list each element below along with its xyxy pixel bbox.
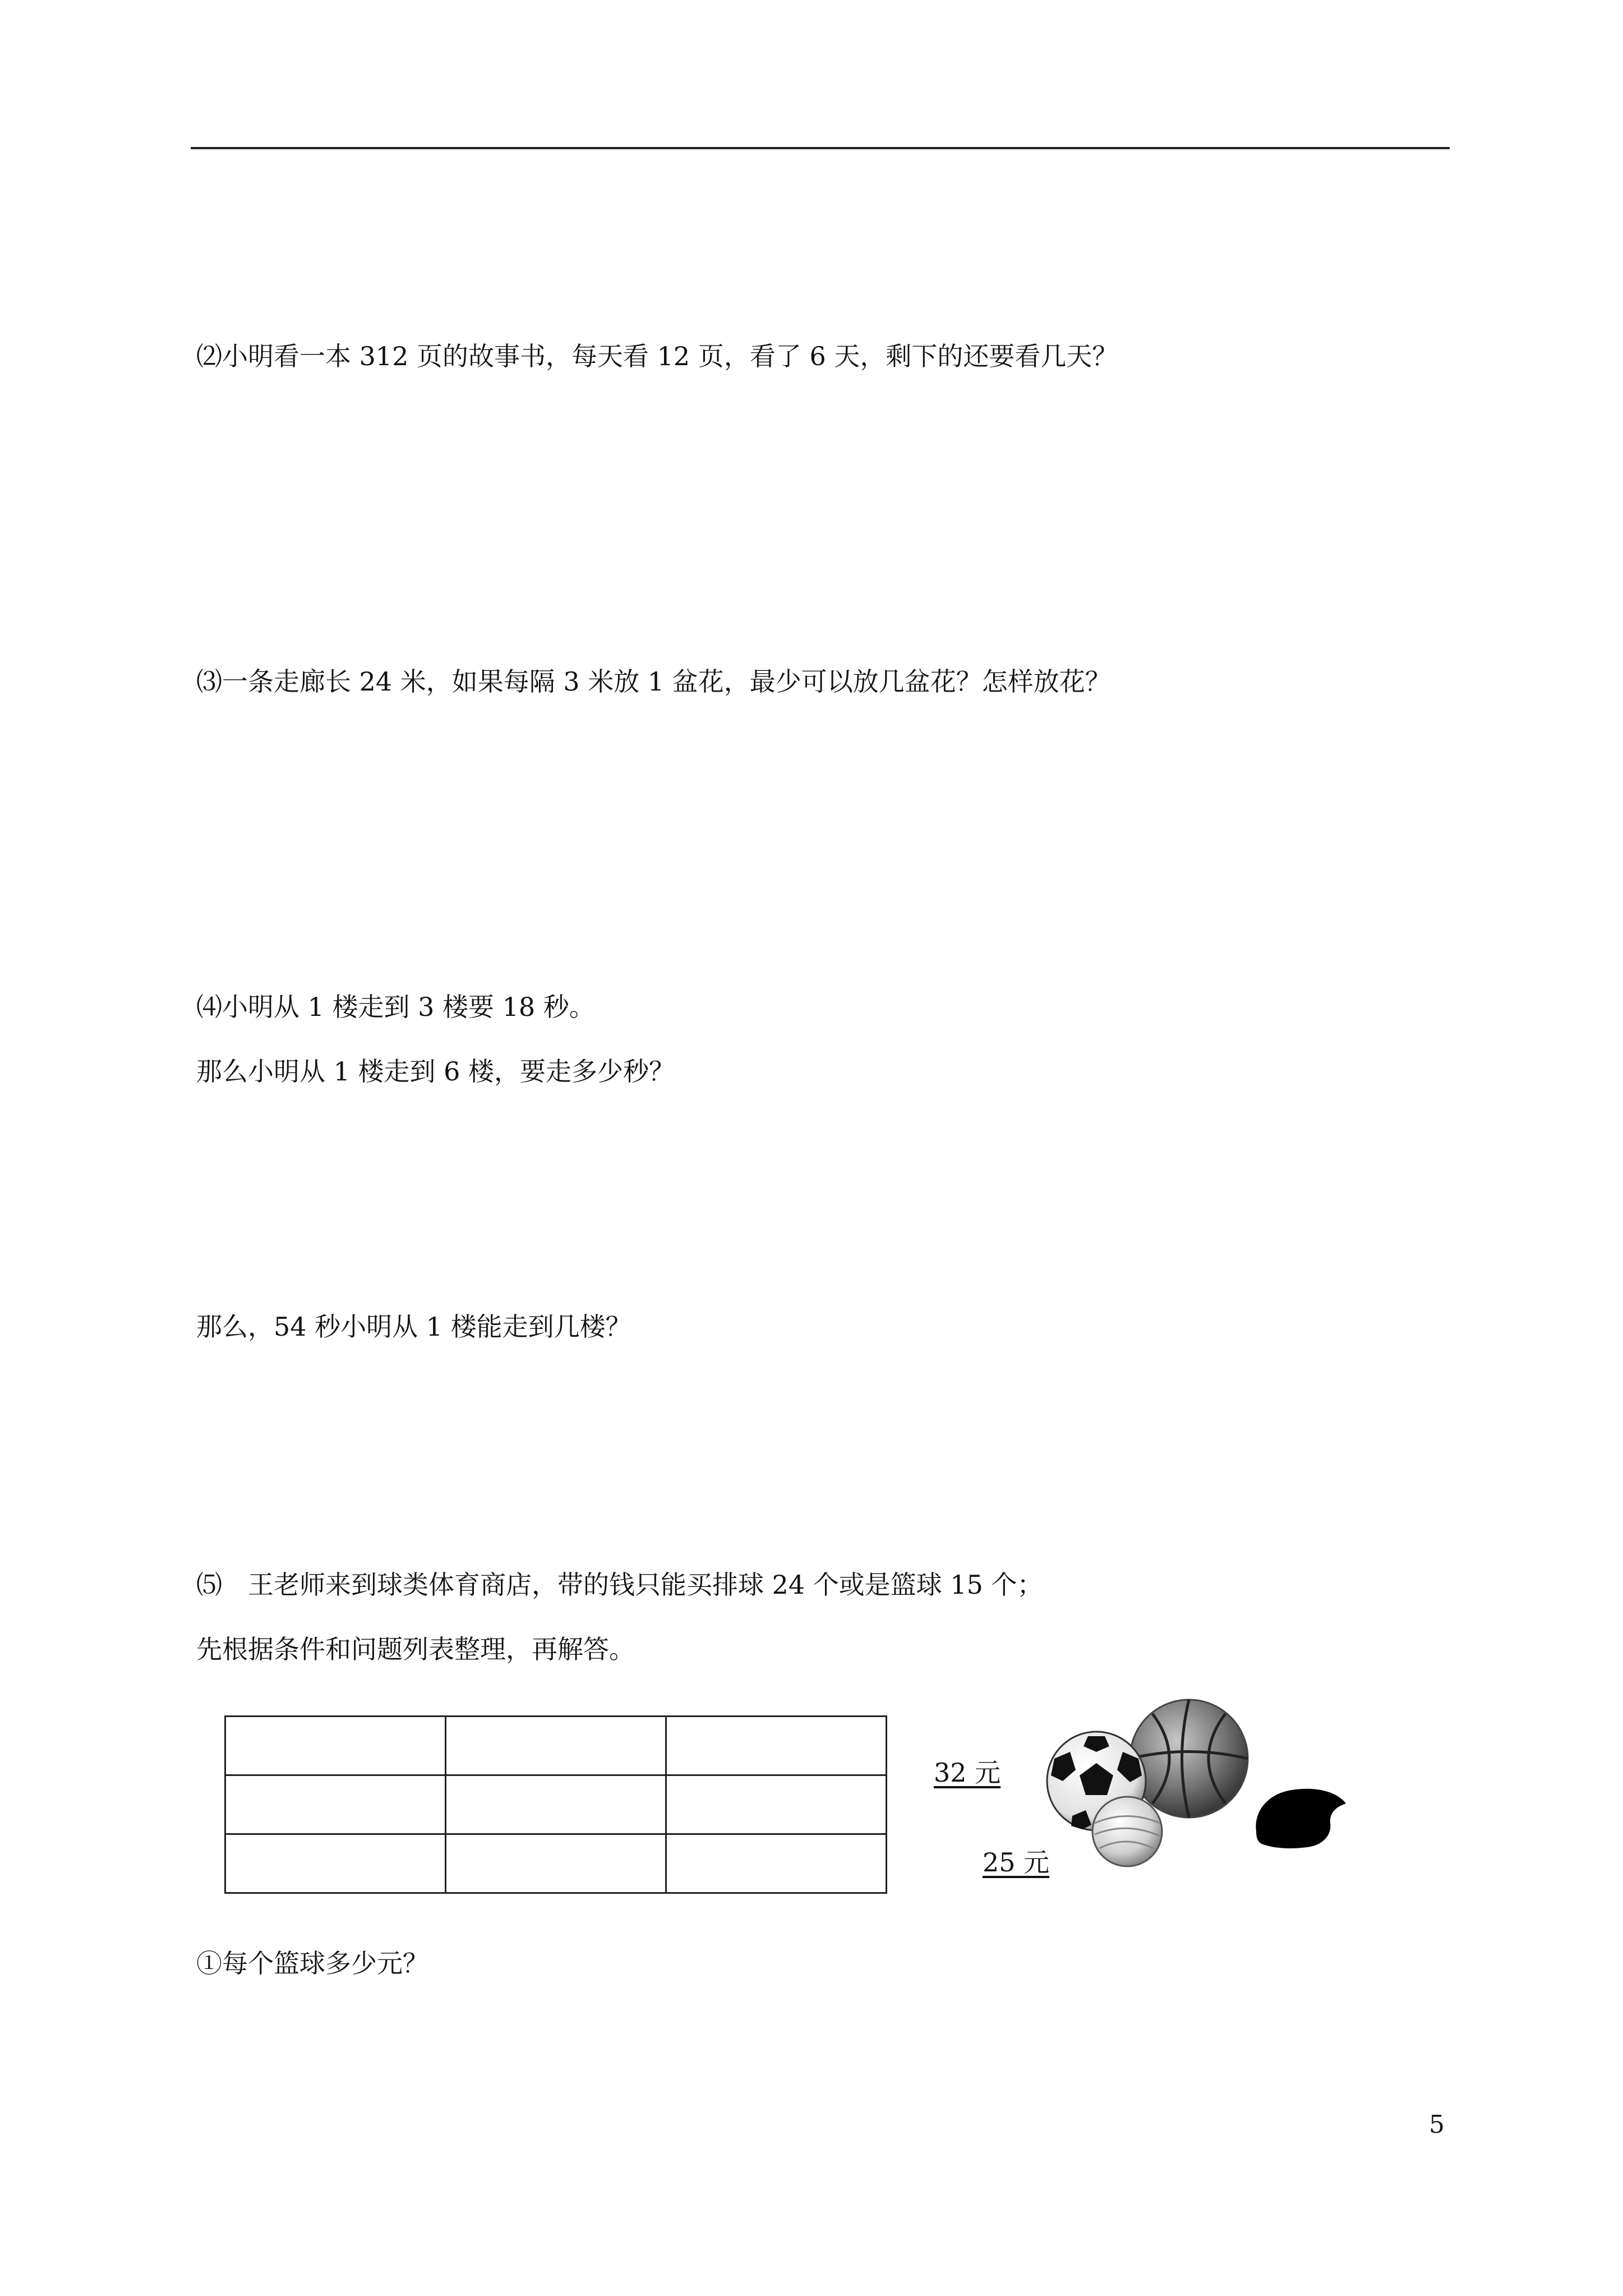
problem-4-line-2: 那么小明从 1 楼走到 6 楼，要走多少秒？ xyxy=(196,1056,675,1087)
table-cell[interactable] xyxy=(225,1834,446,1893)
problem-5-line-2: 先根据条件和问题列表整理，再解答。 xyxy=(196,1634,635,1664)
table-row xyxy=(225,1717,887,1775)
problem-3: ⑶一条走廊长 24 米，如果每隔 3 米放 1 盆花，最少可以放几盆花？怎样放花？ xyxy=(196,666,1111,697)
table-cell[interactable] xyxy=(225,1717,446,1775)
basketball-icon xyxy=(1130,1700,1248,1818)
price-label-upper: 32 元 xyxy=(934,1757,1001,1788)
page-number: 5 xyxy=(1429,2110,1445,2139)
header-rule xyxy=(191,147,1450,149)
table-cell[interactable] xyxy=(666,1775,887,1834)
organization-table xyxy=(224,1715,887,1894)
table-cell[interactable] xyxy=(666,1834,887,1893)
table-cell[interactable] xyxy=(446,1834,666,1893)
problem-2: ⑵小明看一本 312 页的故事书，每天看 12 页，看了 6 天，剩下的还要看几天？ xyxy=(196,341,1118,371)
balls-illustration xyxy=(1032,1691,1357,1871)
problem-5-question-1: ①每个篮球多少元？ xyxy=(196,1948,428,1978)
table-cell[interactable] xyxy=(446,1775,666,1834)
volleyball-icon xyxy=(1092,1797,1162,1866)
problem-4-line-3: 那么，54 秒小明从 1 楼能走到几楼？ xyxy=(196,1312,631,1342)
dark-blob-icon xyxy=(1256,1789,1346,1848)
table-row xyxy=(225,1775,887,1834)
table-cell[interactable] xyxy=(225,1775,446,1834)
problem-5-line-1: ⑸ 王老师来到球类体育商店，带的钱只能买排球 24 个或是篮球 15 个； xyxy=(196,1570,1043,1600)
price-label-lower: 25 元 xyxy=(983,1847,1050,1878)
table-row xyxy=(225,1834,887,1893)
problem-4-line-1: ⑷小明从 1 楼走到 3 楼要 18 秒。 xyxy=(196,992,595,1022)
table-cell[interactable] xyxy=(446,1717,666,1775)
table-cell[interactable] xyxy=(666,1717,887,1775)
